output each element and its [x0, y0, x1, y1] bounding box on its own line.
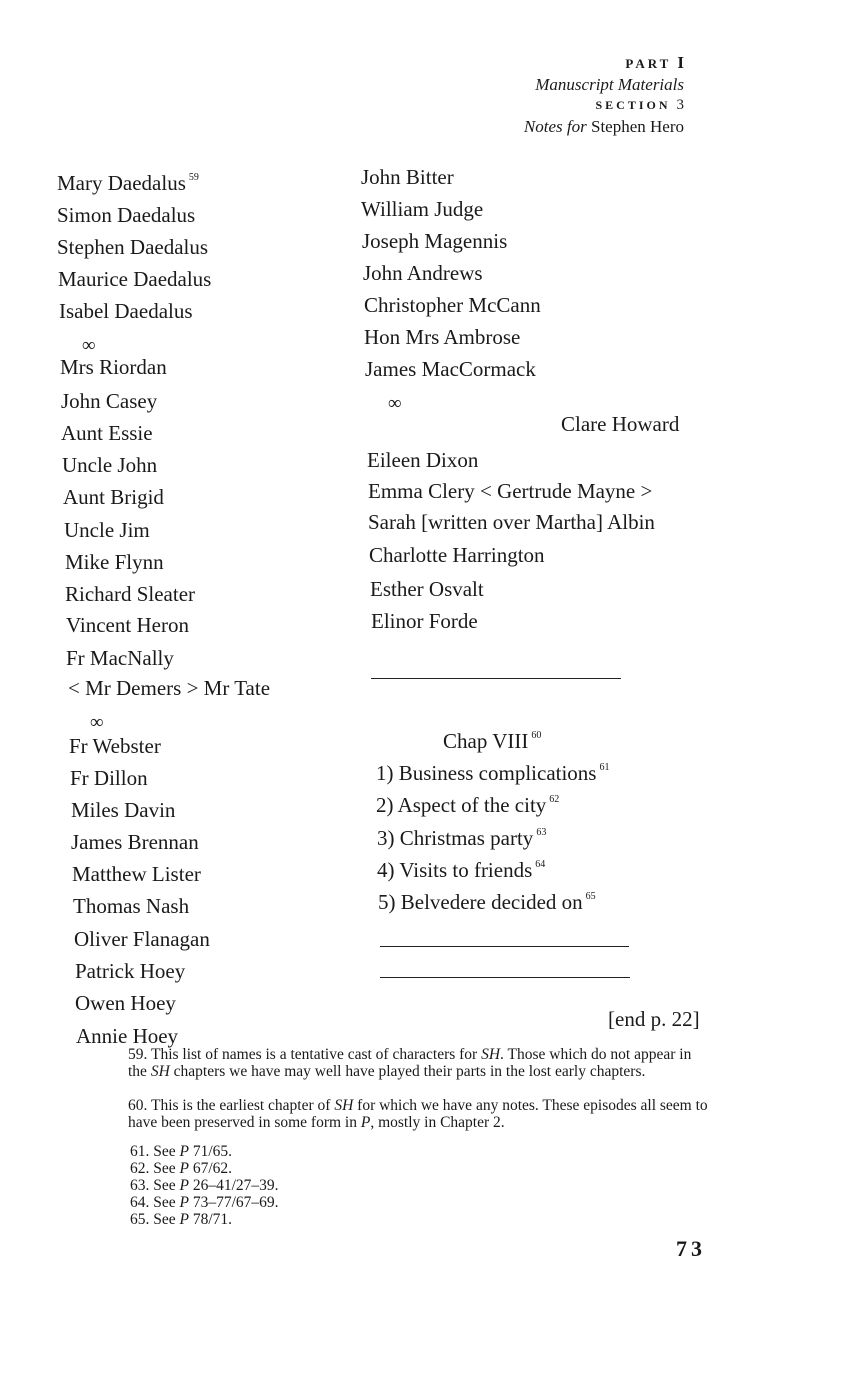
list-item: Patrick Hoey [75, 959, 186, 983]
list-item: Uncle John [62, 453, 158, 477]
list-item: John Casey [61, 389, 158, 413]
list-item: Vincent Heron [66, 613, 189, 637]
list-item: Christopher McCann [364, 293, 541, 317]
list-item: John Andrews [363, 261, 483, 285]
chapter-item: 5) Belvedere decided on $^{65}$ [378, 890, 596, 914]
header-part: PART I [625, 53, 684, 72]
list-item: Eileen Dixon [367, 448, 479, 472]
list-item: Richard Sleater [65, 582, 196, 606]
footnote-60: 60. This is the earliest chapter of SH for which we have any notes. These episodes all seem to have been preserved in some form in P, mostly in Chapter 2. [128, 1097, 708, 1131]
list-item: Emma Clery < Gertrude Mayne > [368, 479, 653, 503]
footnote-ref: 63 [536, 827, 547, 838]
list-item: Fr Webster [69, 734, 161, 758]
list-item: Esther Osvalt [370, 577, 484, 601]
list-item: Annie Hoey [76, 1024, 179, 1048]
list-item: Mary Daedalus $^{59}$ [57, 171, 199, 195]
footnote-ref-line: 61. See P 71/65. [130, 1143, 233, 1160]
footnote-ref: 60 [531, 730, 542, 741]
separator-mark: ∞ [90, 712, 104, 733]
list-item: Joseph Magennis [362, 229, 508, 253]
list-item: Fr Dillon [70, 766, 148, 790]
page-number: 73 [676, 1236, 706, 1261]
list-item: Sarah [written over Martha] Albin [368, 510, 655, 534]
divider [380, 946, 629, 947]
header-notes: Notes for Stephen Hero [523, 117, 684, 136]
footnote-ref: 61 [599, 762, 610, 773]
list-item: Owen Hoey [75, 991, 176, 1015]
list-item: Isabel Daedalus [59, 299, 193, 323]
list-item: Charlotte Harrington [369, 543, 545, 567]
list-item: Miles Davin [71, 798, 176, 822]
list-item: Aunt Essie [61, 421, 153, 445]
list-item: James Brennan [71, 830, 199, 854]
separator-mark: ∞ [388, 393, 402, 414]
footnote-refs [130, 1143, 279, 1228]
footnote-ref-line: 62. See P 67/62. [130, 1160, 233, 1177]
chapter-item: 4) Visits to friends $^{64}$ [377, 858, 546, 882]
chapter-item: 2) Aspect of the city $^{62}$ [376, 793, 560, 817]
running-header [524, 52, 684, 137]
list-item: Simon Daedalus [57, 203, 196, 227]
divider [380, 977, 630, 978]
list-item: Aunt Brigid [63, 485, 164, 509]
chapter-item: 1) Business complications $^{61}$ [376, 761, 610, 785]
list-item: < Mr Demers > Mr Tate [68, 676, 271, 700]
list-item: Fr MacNally [66, 646, 174, 670]
list-item: Oliver Flanagan [74, 927, 210, 951]
header-section: SECTION 3 [595, 97, 684, 113]
footnote-ref: 64 [535, 859, 546, 870]
footnote-59: 59. This list of names is a tentative cast of characters for SH. Those which do not appear in the SH chapters we have may well have played their parts in the lost early chapters. [128, 1046, 692, 1080]
list-item: James MacCormack [365, 357, 536, 381]
list-item: Stephen Daedalus [57, 235, 209, 259]
separator-mark: ∞ [82, 335, 96, 356]
list-item: Uncle Jim [64, 518, 150, 542]
footnote-ref: 65 [585, 891, 596, 902]
chapter-title: Chap VIII $^{60}$ [443, 729, 542, 753]
footnote-ref: 62 [549, 794, 560, 805]
list-item: Elinor Forde [371, 609, 478, 633]
list-item: Matthew Lister [72, 862, 201, 886]
divider [371, 678, 621, 679]
footnote-ref-line: 65. See P 78/71. [130, 1211, 233, 1228]
end-marker: [end p. 22] [608, 1007, 700, 1031]
footnote-ref-line: 64. See P 73–77/67–69. [130, 1194, 279, 1211]
header-manuscript: Manuscript Materials [535, 75, 684, 94]
list-item: Mrs Riordan [60, 355, 167, 379]
list-item: Thomas Nash [73, 894, 190, 918]
list-item-clare: Clare Howard [561, 412, 680, 436]
chapter-item: 3) Christmas party $^{63}$ [377, 826, 547, 850]
footnote-ref-line: 63. See P 26–41/27–39. [130, 1177, 279, 1194]
list-item: Mike Flynn [65, 550, 164, 574]
list-item: William Judge [361, 197, 484, 221]
list-item: John Bitter [361, 165, 454, 189]
footnote-ref: 59 [188, 172, 199, 183]
list-item: Hon Mrs Ambrose [364, 325, 521, 349]
list-item: Maurice Daedalus [58, 267, 212, 291]
